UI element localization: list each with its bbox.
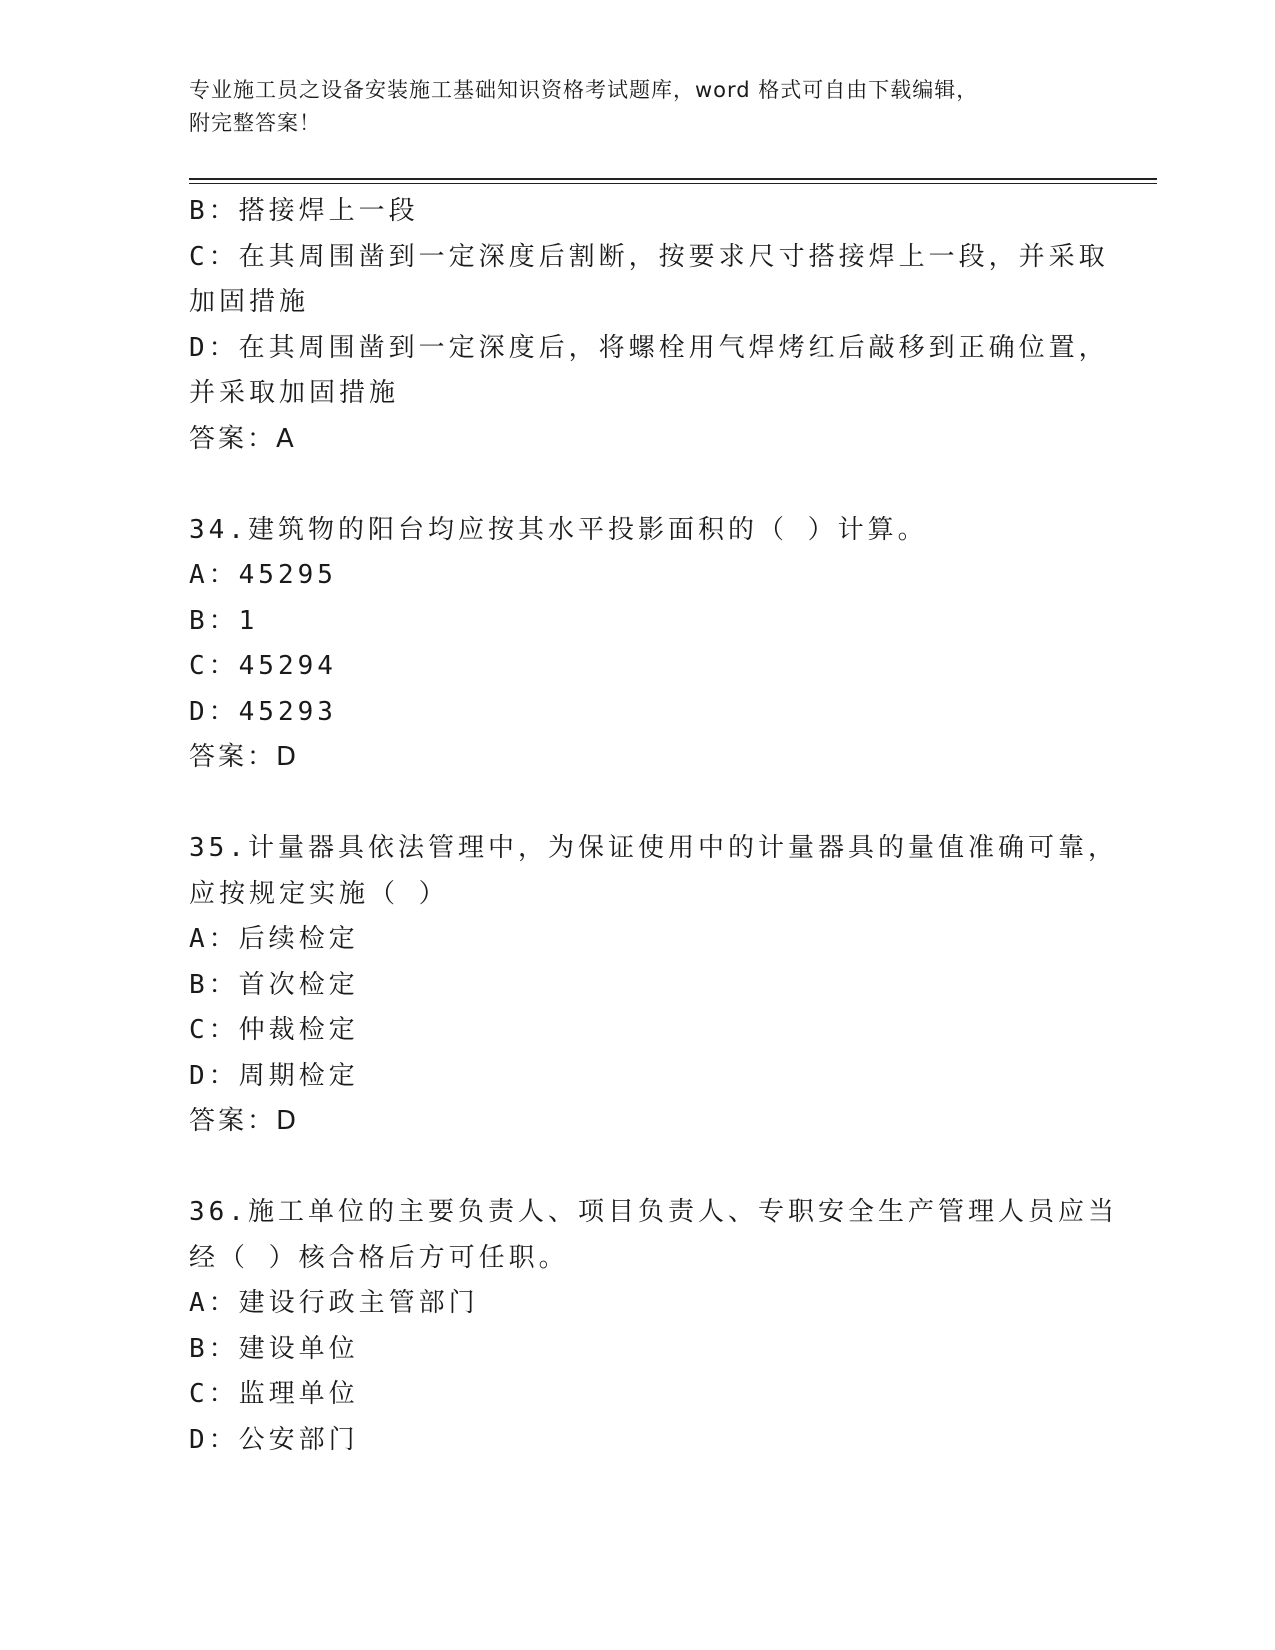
question-stem: 34.建筑物的阳台均应按其水平投影面积的（ ）计算。	[189, 514, 928, 545]
option-c: C：在其周围凿到一定深度后割断，按要求尺寸搭接焊上一段，并采取	[189, 241, 1109, 272]
header-line-2: 附完整答案！	[189, 111, 321, 135]
option-b: B：1	[189, 605, 259, 636]
option-d: D：45293	[189, 696, 337, 727]
question-34	[189, 508, 1089, 781]
header-rule-thick	[189, 178, 1157, 180]
document-header	[189, 74, 1069, 140]
option-b: B：建设单位	[189, 1333, 359, 1364]
option-d: D：周期检定	[189, 1060, 359, 1091]
question-content	[189, 189, 1118, 1463]
header-line-1: 专业施工员之设备安装施工基础知识资格考试题库，word 格式可自由下载编辑，	[189, 78, 979, 102]
option-a: A：45295	[189, 560, 337, 590]
question-stem-continued: 经（ ）核合格后方可任职。	[189, 1242, 569, 1273]
spacer	[189, 462, 1089, 508]
option-a: A：后续检定	[189, 924, 359, 954]
question-stem-continued: 应按规定实施（ ）	[189, 878, 449, 909]
header-rule-thin	[189, 183, 1157, 184]
question-35	[189, 826, 1118, 1145]
answer-line: 答案：D	[189, 1106, 300, 1136]
option-b: B：首次检定	[189, 969, 359, 1000]
option-d-continued: 并采取加固措施	[189, 378, 400, 408]
option-c-continued: 加固措施	[189, 287, 310, 317]
previous-question-tail	[189, 189, 1109, 462]
spacer	[189, 1145, 1089, 1191]
question-stem: 35.计量器具依法管理中，为保证使用中的计量器具的量值准确可靠，	[189, 833, 1118, 863]
option-a: A：建设行政主管部门	[189, 1288, 479, 1318]
answer-line: 答案：D	[189, 742, 300, 772]
option-c: C：仲裁检定	[189, 1015, 359, 1045]
option-d: D：在其周围凿到一定深度后，将螺栓用气焊烤红后敲移到正确位置，	[189, 332, 1109, 363]
option-d: D：公安部门	[189, 1424, 359, 1455]
spacer	[189, 781, 1089, 827]
question-36	[189, 1190, 1118, 1463]
question-stem: 36.施工单位的主要负责人、项目负责人、专职安全生产管理人员应当	[189, 1197, 1118, 1227]
option-c: C：45294	[189, 651, 337, 681]
option-b: B：搭接焊上一段	[189, 196, 419, 226]
option-c: C：监理单位	[189, 1379, 359, 1409]
answer-line: 答案：A	[189, 423, 297, 454]
